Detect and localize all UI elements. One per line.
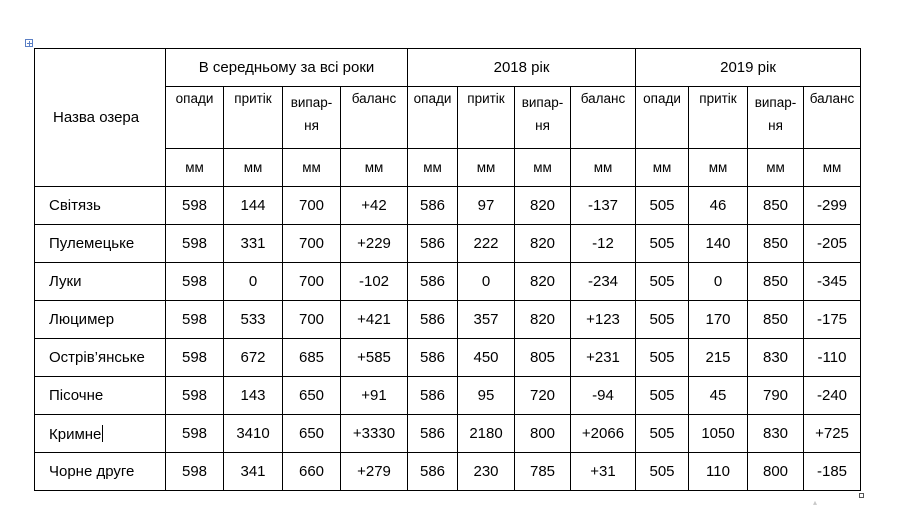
value-cell: 720	[515, 377, 571, 415]
value-cell: 110	[689, 453, 748, 491]
evaporation-header	[515, 87, 571, 149]
value-cell: 685	[283, 339, 341, 377]
value-cell: 505	[636, 339, 689, 377]
value-cell: -234	[571, 263, 636, 301]
value-cell: +123	[571, 301, 636, 339]
value-cell: 230	[458, 453, 515, 491]
value-cell: 672	[224, 339, 283, 377]
value-cell: 170	[689, 301, 748, 339]
value-cell: -345	[804, 263, 861, 301]
value-cell: -205	[804, 225, 861, 263]
unit-cell: мм	[224, 149, 283, 187]
lake-name-cell	[35, 225, 166, 263]
value-cell: 3410	[224, 415, 283, 453]
value-cell: 95	[458, 377, 515, 415]
value-cell: -240	[804, 377, 861, 415]
table-header-row	[35, 49, 861, 87]
lake-name: Світязь	[49, 197, 101, 214]
value-cell: 850	[748, 263, 804, 301]
value-cell: 97	[458, 187, 515, 225]
lake-name: Кримне	[49, 425, 102, 443]
value-cell: 586	[408, 187, 458, 225]
unit-cell: мм	[689, 149, 748, 187]
value-cell: 46	[689, 187, 748, 225]
value-cell: 2180	[458, 415, 515, 453]
value-cell: 820	[515, 225, 571, 263]
lake-name: Острів’янське	[49, 349, 145, 366]
value-cell: -137	[571, 187, 636, 225]
value-cell: 450	[458, 339, 515, 377]
value-cell: +229	[341, 225, 408, 263]
value-cell: 800	[748, 453, 804, 491]
value-cell: 650	[283, 415, 341, 453]
value-cell: 830	[748, 339, 804, 377]
balance-header: баланс	[804, 87, 861, 149]
value-cell: 820	[515, 187, 571, 225]
lake-name: Пісочне	[49, 387, 104, 404]
value-cell: 785	[515, 453, 571, 491]
unit-cell: мм	[804, 149, 861, 187]
lake-name: Чорне друге	[49, 463, 135, 480]
value-cell: 598	[166, 301, 224, 339]
value-cell: 586	[408, 301, 458, 339]
unit-cell: мм	[571, 149, 636, 187]
value-cell: 598	[166, 415, 224, 453]
value-cell: 660	[283, 453, 341, 491]
balance-header: баланс	[341, 87, 408, 149]
lake-name: Пулемецьке	[49, 235, 135, 252]
value-cell: 830	[748, 415, 804, 453]
evaporation-header-line2: ня	[535, 118, 550, 133]
precip-header: опади	[636, 87, 689, 149]
value-cell: 0	[224, 263, 283, 301]
group-header: 2018 рік	[408, 49, 636, 87]
table-resize-handle-icon[interactable]	[859, 493, 864, 498]
value-cell: 700	[283, 263, 341, 301]
value-cell: +231	[571, 339, 636, 377]
value-cell: 505	[636, 187, 689, 225]
value-cell: 850	[748, 225, 804, 263]
inflow-header: притік	[689, 87, 748, 149]
value-cell: 850	[748, 301, 804, 339]
value-cell: +91	[341, 377, 408, 415]
inflow-header: притік	[224, 87, 283, 149]
value-cell: 598	[166, 263, 224, 301]
value-cell: 700	[283, 187, 341, 225]
value-cell: 586	[408, 377, 458, 415]
table-row	[35, 187, 861, 225]
value-cell: 140	[689, 225, 748, 263]
value-cell: 505	[636, 453, 689, 491]
value-cell: 0	[458, 263, 515, 301]
precip-header: опади	[408, 87, 458, 149]
table-row	[35, 301, 861, 339]
value-cell: 805	[515, 339, 571, 377]
group-header: 2019 рік	[636, 49, 861, 87]
value-cell: -185	[804, 453, 861, 491]
value-cell: 144	[224, 187, 283, 225]
value-cell: 331	[224, 225, 283, 263]
value-cell: 800	[515, 415, 571, 453]
value-cell: 820	[515, 263, 571, 301]
value-cell: -94	[571, 377, 636, 415]
table-row	[35, 263, 861, 301]
precip-header: опади	[166, 87, 224, 149]
value-cell: 1050	[689, 415, 748, 453]
unit-cell: мм	[515, 149, 571, 187]
value-cell: 650	[283, 377, 341, 415]
value-cell: 505	[636, 415, 689, 453]
evaporation-header-line1: випар-	[290, 95, 333, 110]
value-cell: 850	[748, 187, 804, 225]
value-cell: 598	[166, 377, 224, 415]
paragraph-mark-icon: ▴	[813, 498, 818, 507]
table-row	[35, 225, 861, 263]
value-cell: 700	[283, 301, 341, 339]
table-move-handle-icon[interactable]	[25, 39, 33, 47]
value-cell: 143	[224, 377, 283, 415]
value-cell: 505	[636, 263, 689, 301]
value-cell: -110	[804, 339, 861, 377]
table-row	[35, 339, 861, 377]
balance-header: баланс	[571, 87, 636, 149]
value-cell: 341	[224, 453, 283, 491]
lake-name-cell	[35, 263, 166, 301]
unit-cell: мм	[748, 149, 804, 187]
value-cell: 533	[224, 301, 283, 339]
unit-cell: мм	[166, 149, 224, 187]
evaporation-header	[748, 87, 804, 149]
evaporation-header	[283, 87, 341, 149]
value-cell: 598	[166, 225, 224, 263]
value-cell: 215	[689, 339, 748, 377]
unit-cell: мм	[458, 149, 515, 187]
value-cell: 357	[458, 301, 515, 339]
value-cell: 0	[689, 263, 748, 301]
value-cell: +2066	[571, 415, 636, 453]
lake-name-cell	[35, 377, 166, 415]
unit-cell: мм	[408, 149, 458, 187]
table-row	[35, 415, 861, 453]
group-header: В середньому за всі роки	[166, 49, 408, 87]
value-cell: 505	[636, 225, 689, 263]
unit-cell: мм	[341, 149, 408, 187]
value-cell: -299	[804, 187, 861, 225]
value-cell: 598	[166, 339, 224, 377]
evaporation-header-line1: випар-	[754, 95, 797, 110]
lake-name: Люцимер	[49, 311, 115, 328]
value-cell: 505	[636, 377, 689, 415]
value-cell: 790	[748, 377, 804, 415]
table-row	[35, 377, 861, 415]
value-cell: 586	[408, 453, 458, 491]
value-cell: 586	[408, 225, 458, 263]
evaporation-header-line1: випар-	[521, 95, 564, 110]
value-cell: +31	[571, 453, 636, 491]
unit-cell: мм	[283, 149, 341, 187]
value-cell: +279	[341, 453, 408, 491]
value-cell: 222	[458, 225, 515, 263]
value-cell: -175	[804, 301, 861, 339]
value-cell: +3330	[341, 415, 408, 453]
unit-cell: мм	[636, 149, 689, 187]
lake-balance-table	[34, 48, 861, 491]
value-cell: 598	[166, 187, 224, 225]
lake-name-cell	[35, 301, 166, 339]
value-cell: -12	[571, 225, 636, 263]
value-cell: 598	[166, 453, 224, 491]
value-cell: +585	[341, 339, 408, 377]
evaporation-header-line2: ня	[304, 118, 319, 133]
value-cell: +725	[804, 415, 861, 453]
lake-name-cell	[35, 453, 166, 491]
value-cell: -102	[341, 263, 408, 301]
value-cell: 586	[408, 339, 458, 377]
value-cell: 586	[408, 263, 458, 301]
table-body	[35, 187, 861, 491]
lake-name-cell	[35, 187, 166, 225]
lake-name: Луки	[49, 273, 82, 290]
value-cell: 586	[408, 415, 458, 453]
value-cell: 45	[689, 377, 748, 415]
inflow-header: притік	[458, 87, 515, 149]
value-cell: 505	[636, 301, 689, 339]
text-cursor	[102, 425, 103, 442]
lake-name-cell	[35, 415, 166, 453]
evaporation-header-line2: ня	[768, 118, 783, 133]
value-cell: 700	[283, 225, 341, 263]
value-cell: 820	[515, 301, 571, 339]
value-cell: +42	[341, 187, 408, 225]
table-row	[35, 453, 861, 491]
lake-name-header: Назва озера	[35, 49, 166, 187]
lake-name-cell	[35, 339, 166, 377]
value-cell: +421	[341, 301, 408, 339]
